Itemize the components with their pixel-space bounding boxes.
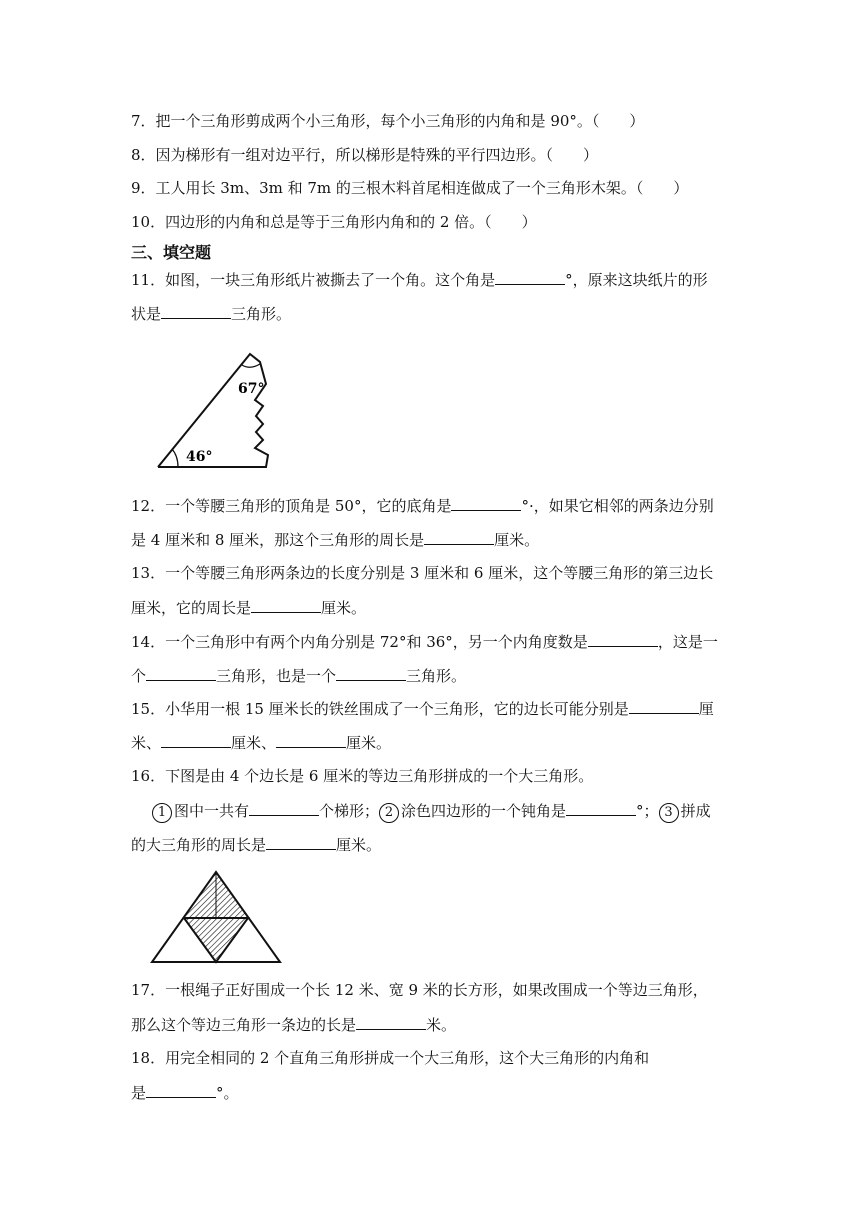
question-13-line1: 13．一个等腰三角形两条边的长度分别是 3 厘米和 6 厘米，这个等腰三角形的第三边长 — [131, 564, 714, 582]
q14-text-b: ，这是一 — [657, 633, 718, 651]
question-7: 7．把一个三角形剪成两个小三角形，每个小三角形的内角和是 90°。（ ） — [131, 112, 645, 130]
q17-text-b: 那么这个等边三角形一条边的长是 — [131, 1016, 357, 1034]
question-12-line2 — [131, 528, 539, 551]
section-title: 三、填空题 — [131, 243, 212, 262]
answer-blank[interactable] — [276, 731, 346, 748]
answer-blank[interactable] — [161, 302, 231, 319]
question-17-line2 — [131, 1013, 456, 1036]
question-18-line1: 18．用完全相同的 2 个直角三角形拼成一个大三角形，这个大三角形的内角和 — [131, 1049, 650, 1067]
answer-blank[interactable] — [266, 833, 336, 850]
question-10: 10．四边形的内角和总是等于三角形内角和的 2 倍。（ ） — [131, 213, 537, 231]
q14-text-e: 三角形。 — [406, 667, 467, 685]
answer-blank[interactable] — [566, 799, 636, 816]
answer-blank[interactable] — [336, 664, 406, 681]
question-14-line1 — [131, 630, 718, 653]
question-11-line1 — [131, 268, 708, 291]
answer-blank[interactable] — [629, 697, 699, 714]
q16-text-c: 个梯形； — [319, 802, 380, 820]
composite-triangle-figure — [148, 868, 288, 964]
question-14-line2 — [131, 664, 466, 687]
question-17-line1: 17．一根绳子正好围成一个长 12 米、宽 9 米的长方形，如果改围成一个等边三角形， — [131, 981, 708, 999]
q11-text-b: °，原来这块纸片的形 — [565, 271, 708, 289]
q13-text-b: 厘米，它的周长是 — [131, 599, 252, 617]
torn-triangle-figure — [150, 348, 290, 472]
q12-text-d: 厘米。 — [494, 531, 540, 549]
answer-blank[interactable] — [161, 731, 231, 748]
circled-number-3: 3 — [659, 803, 679, 823]
q12-text-b: °·，如果它相邻的两条边分别 — [521, 497, 714, 515]
q14-text-a: 14．一个三角形中有两个内角分别是 72°和 36°，另一个内角度数是 — [131, 633, 588, 651]
q16-text-f: 拼成 — [680, 802, 711, 820]
q18-text-b: 是 — [131, 1084, 147, 1102]
q15-text-e: 厘米。 — [346, 734, 392, 752]
question-12-line1 — [131, 494, 714, 517]
answer-blank[interactable] — [251, 596, 321, 613]
q12-text-a: 12．一个等腰三角形的顶角是 50°，它的底角是 — [131, 497, 452, 515]
circled-number-1: 1 — [152, 803, 172, 823]
q15-text-b: 厘 — [698, 700, 714, 718]
answer-blank[interactable] — [588, 630, 658, 647]
question-16-line2 — [152, 799, 711, 823]
question-9: 9．工人用长 3m、3m 和 7m 的三根木料首尾相连做成了一个三角形木架。（ ） — [131, 179, 689, 197]
q12-text-c: 是 4 厘米和 8 厘米，那这个三角形的周长是 — [131, 531, 425, 549]
q16-text-g: 的大三角形的周长是 — [131, 836, 267, 854]
answer-blank[interactable] — [495, 268, 565, 285]
q14-text-c: 个 — [131, 667, 147, 685]
answer-blank[interactable] — [424, 528, 494, 545]
answer-blank[interactable] — [356, 1013, 426, 1030]
q11-text-d: 三角形。 — [231, 305, 292, 323]
answer-blank[interactable] — [146, 664, 216, 681]
question-18-line2 — [131, 1081, 239, 1104]
question-13-line2 — [131, 596, 366, 619]
q16-text-d: 涂色四边形的一个钝角是 — [401, 802, 567, 820]
q18-text-c: °。 — [216, 1084, 239, 1102]
question-15-line1 — [131, 697, 714, 720]
q14-text-d: 三角形，也是一个 — [216, 667, 337, 685]
q11-text-c: 状是 — [131, 305, 162, 323]
question-8: 8．因为梯形有一组对边平行，所以梯形是特殊的平行四边形。（ ） — [131, 146, 599, 164]
q16-text-h: 厘米。 — [336, 836, 382, 854]
answer-blank[interactable] — [146, 1081, 216, 1098]
question-11-line2 — [131, 302, 291, 325]
angle-label-left: 46° — [186, 449, 213, 465]
answer-blank[interactable] — [451, 494, 521, 511]
answer-blank[interactable] — [249, 799, 319, 816]
q15-text-c: 米、 — [131, 734, 162, 752]
circled-number-2: 2 — [379, 803, 399, 823]
question-16-line3 — [131, 833, 381, 856]
question-16-line1: 16．下图是由 4 个边长是 6 厘米的等边三角形拼成的一个大三角形。 — [131, 767, 594, 785]
q15-text-a: 15．小华用一根 15 厘米长的铁丝围成了一个三角形，它的边长可能分别是 — [131, 700, 629, 718]
angle-label-top: 67° — [238, 381, 265, 397]
q17-text-c: 米。 — [426, 1016, 457, 1034]
q16-text-b: 图中一共有 — [174, 802, 250, 820]
q11-text-a: 11．如图，一块三角形纸片被撕去了一个角。这个角是 — [131, 271, 496, 289]
q16-text-e: °； — [636, 802, 659, 820]
q13-text-c: 厘米。 — [321, 599, 367, 617]
q15-text-d: 厘米、 — [231, 734, 277, 752]
question-15-line2 — [131, 731, 391, 754]
